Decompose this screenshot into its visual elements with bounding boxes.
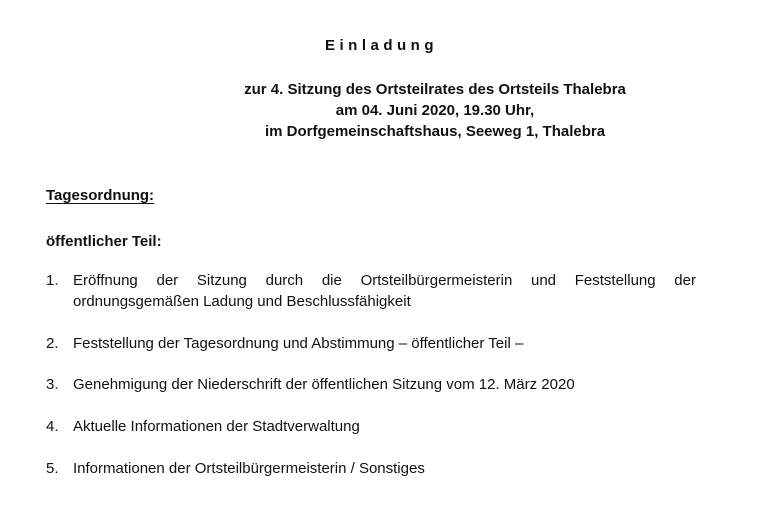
document-title: Einladung (325, 37, 438, 54)
agenda-item-text: Genehmigung der Niederschrift der öffentlichen Sitzung vom 12. März 2020 (73, 376, 575, 393)
agenda-item-text: Aktuelle Informationen der Stadtverwaltung (73, 418, 360, 435)
agenda-item-number: 4. (46, 418, 59, 435)
agenda-item-text: Feststellung der Tagesordnung und Abstimmung – öffentlicher Teil – (73, 335, 524, 352)
agenda-item (46, 458, 696, 479)
agenda-item-number: 2. (46, 335, 59, 352)
agenda-item (46, 333, 696, 354)
agenda-item (46, 374, 696, 395)
agenda-item-text: Informationen der Ortsteilbürgermeisterin / Sonstiges (73, 460, 425, 477)
meeting-location-line: im Dorfgemeinschaftshaus, Seeweg 1, Thalebra (264, 123, 606, 140)
agenda-item (46, 416, 696, 437)
agenda-heading: Tagesordnung: (46, 187, 155, 204)
meeting-line: zur 4. Sitzung des Ortsteilrates des Ortsteils Thalebra (244, 81, 626, 98)
meeting-date-line: am 04. Juni 2020, 19.30 Uhr, (335, 102, 535, 119)
agenda-item-text: Eröffnung der Sitzung durch die Ortsteilbürgermeisterin und Feststellung der ordnungsgemäßen Ladung und Beschlussfähigkeit (73, 272, 696, 310)
agenda-item-number: 5. (46, 460, 59, 477)
agenda-item (46, 270, 696, 312)
section-heading: öffentlicher Teil: (46, 233, 162, 250)
agenda-item-number: 1. (46, 272, 59, 289)
agenda-item-number: 3. (46, 376, 59, 393)
